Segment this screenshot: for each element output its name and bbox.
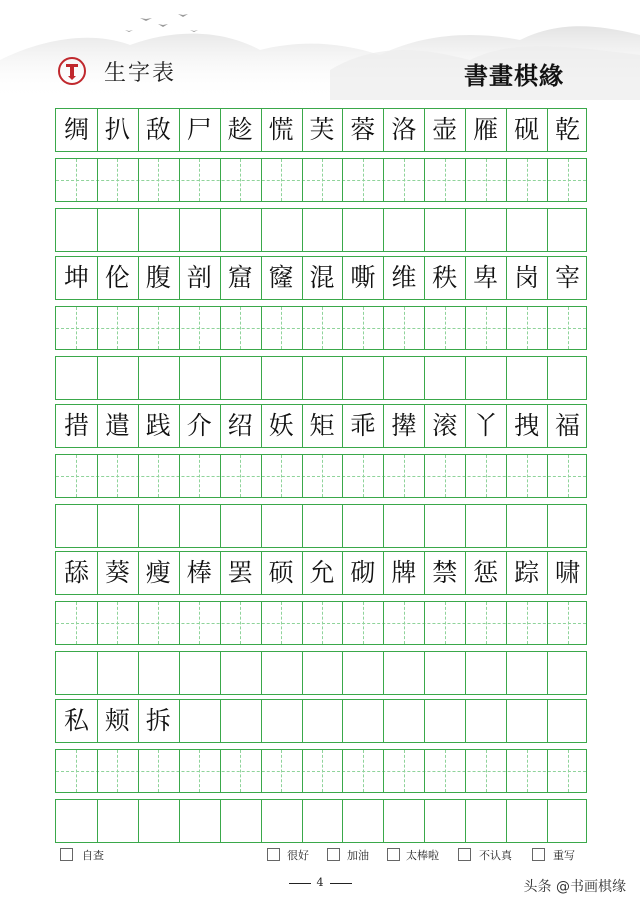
- character-group: [55, 404, 587, 548]
- character-cell: 颊: [104, 706, 130, 735]
- check-label: 太棒啦: [406, 849, 439, 862]
- character-cell: 绍: [227, 411, 253, 440]
- character-cell: 慌: [268, 115, 294, 144]
- checkbox-awesome[interactable]: [387, 848, 400, 861]
- character-cell: [302, 700, 343, 742]
- character-cell: [547, 700, 588, 742]
- character-cell: [220, 700, 261, 742]
- check-label: 很好: [287, 849, 309, 862]
- character-cell: 窿: [268, 263, 294, 292]
- character-cell: 私: [63, 706, 89, 735]
- checkbox-self-check[interactable]: [60, 848, 73, 861]
- character-row: [55, 108, 587, 152]
- page-number-value: 4: [316, 876, 324, 889]
- character-cell: 芙: [309, 115, 335, 144]
- character-cell: 砌: [350, 558, 376, 587]
- check-label: 自查: [82, 849, 104, 862]
- character-cell: 尸: [186, 115, 212, 144]
- character-cell: 腹: [145, 263, 171, 292]
- bird-icons: [125, 14, 198, 32]
- character-cell: 岗: [514, 263, 540, 292]
- character-cell: 瘦: [145, 558, 171, 587]
- character-cell: 牌: [391, 558, 417, 587]
- character-cell: 禁: [432, 558, 458, 587]
- character-row: [55, 699, 587, 743]
- character-cell: 福: [555, 411, 581, 440]
- character-cell: [424, 700, 465, 742]
- character-cell: 洛: [391, 115, 417, 144]
- character-cell: [261, 700, 302, 742]
- character-cell: 介: [186, 411, 212, 440]
- blank-practice-row[interactable]: [55, 504, 587, 548]
- checkbox-very-good[interactable]: [267, 848, 280, 861]
- character-cell: 维: [391, 263, 417, 292]
- character-cell: 啸: [555, 558, 581, 587]
- character-cell: 嘶: [350, 263, 376, 292]
- character-cell: 撵: [391, 411, 417, 440]
- character-cell: 壶: [432, 115, 458, 144]
- character-group: [55, 108, 587, 252]
- character-cell: 砚: [514, 115, 540, 144]
- character-group: [55, 256, 587, 400]
- tianzige-practice-row[interactable]: [55, 306, 587, 350]
- page-title: 生字表: [104, 61, 177, 86]
- blank-practice-row[interactable]: [55, 651, 587, 695]
- character-cell: 乾: [555, 115, 581, 144]
- tianzige-practice-row[interactable]: [55, 749, 587, 793]
- brush-seal-logo-icon: [58, 57, 86, 85]
- blank-practice-row[interactable]: [55, 208, 587, 252]
- character-cell: 拽: [514, 411, 540, 440]
- character-cell: 伦: [104, 263, 130, 292]
- character-cell: 践: [145, 411, 171, 440]
- character-cell: 罢: [227, 558, 253, 587]
- check-label: 加油: [347, 849, 369, 862]
- character-cell: 妖: [268, 411, 294, 440]
- character-cell: 卑: [473, 263, 499, 292]
- character-cell: 窟: [227, 263, 253, 292]
- tianzige-practice-row[interactable]: [55, 601, 587, 645]
- character-cell: 措: [63, 411, 89, 440]
- character-cell: 剖: [186, 263, 212, 292]
- character-cell: 滚: [432, 411, 458, 440]
- character-cell: 蓉: [350, 115, 376, 144]
- character-group: [55, 551, 587, 695]
- character-cell: 扒: [104, 115, 130, 144]
- character-cell: 允: [309, 558, 335, 587]
- character-cell: 踪: [514, 558, 540, 587]
- character-cell: 绸: [63, 115, 89, 144]
- character-cell: [506, 700, 547, 742]
- check-label: 不认真: [479, 849, 512, 862]
- watermark: 头条 @书画棋缘: [523, 879, 626, 895]
- character-cell: 宰: [555, 263, 581, 292]
- blank-practice-row[interactable]: [55, 356, 587, 400]
- character-cell: 舔: [63, 558, 89, 587]
- character-cell: 矩: [309, 411, 335, 440]
- character-row: [55, 256, 587, 300]
- character-cell: 乖: [350, 411, 376, 440]
- character-cell: 敌: [145, 115, 171, 144]
- self-check-bar: [0, 846, 640, 866]
- character-cell: 混: [309, 263, 335, 292]
- character-cell: 拆: [145, 706, 171, 735]
- character-cell: 趁: [227, 115, 253, 144]
- character-row: [55, 404, 587, 448]
- character-cell: 葵: [104, 558, 130, 587]
- blank-practice-row[interactable]: [55, 799, 587, 843]
- tianzige-practice-row[interactable]: [55, 158, 587, 202]
- character-cell: 遣: [104, 411, 130, 440]
- check-label: 重写: [553, 849, 575, 862]
- character-cell: [342, 700, 383, 742]
- tianzige-practice-row[interactable]: [55, 454, 587, 498]
- character-cell: [465, 700, 506, 742]
- brand-calligraphy: 書畫棋緣: [464, 61, 564, 90]
- character-cell: 秩: [432, 263, 458, 292]
- character-cell: 棒: [186, 558, 212, 587]
- character-cell: 坤: [63, 263, 89, 292]
- character-row: [55, 551, 587, 595]
- character-cell: [179, 700, 220, 742]
- character-cell: 雁: [473, 115, 499, 144]
- character-cell: 丫: [473, 411, 499, 440]
- character-cell: 惩: [473, 558, 499, 587]
- checkbox-rewrite[interactable]: [532, 848, 545, 861]
- character-cell: 硕: [268, 558, 294, 587]
- checkbox-not-careful[interactable]: [458, 848, 471, 861]
- character-cell: [383, 700, 424, 742]
- checkbox-keep-going[interactable]: [327, 848, 340, 861]
- character-group: [55, 699, 587, 843]
